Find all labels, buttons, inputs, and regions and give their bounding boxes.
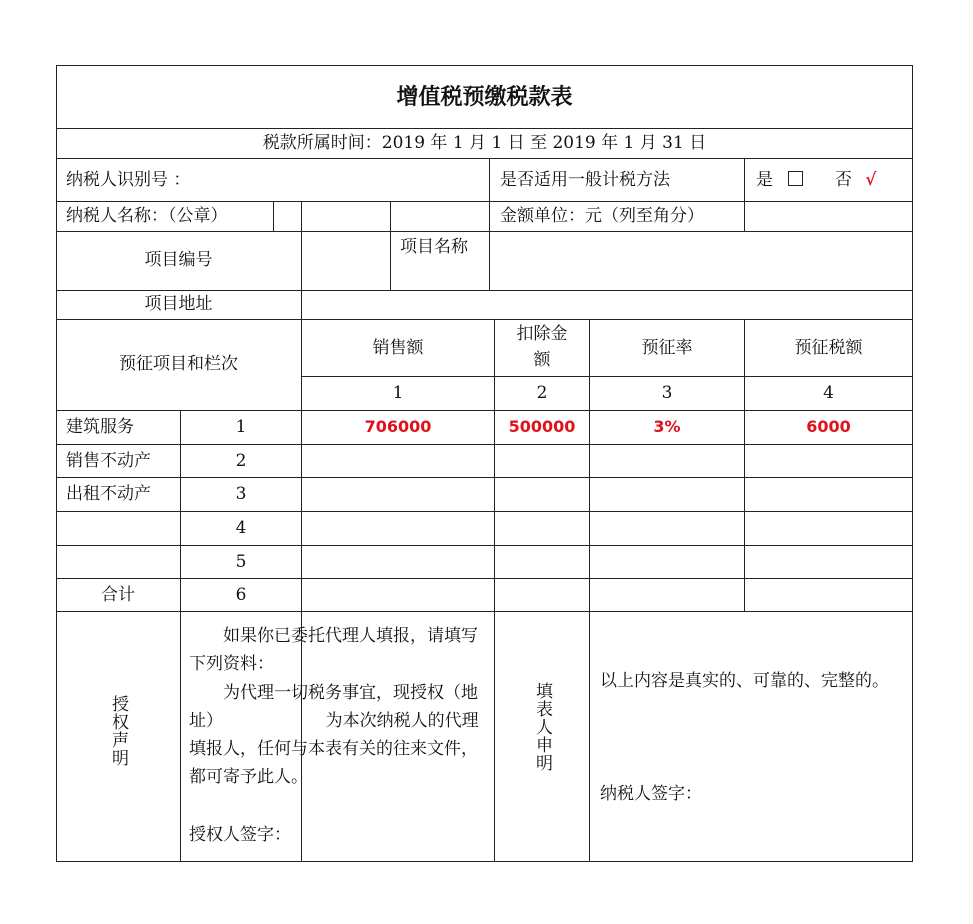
row-number: 1 [235,417,247,437]
authorization-line2: 为代理一切税务事宜，现授权（地址） 为本次纳税人的代理填报人，任何与本表有关的往来文件，都可寄予此人。 [189,683,479,787]
column-number: 2 [536,383,548,403]
yes-checkbox[interactable] [788,171,803,186]
row-item-label: 出租不动产 [66,484,151,504]
column-number: 1 [392,383,404,403]
taxpayer-id-field[interactable] [200,163,486,197]
no-check-mark[interactable]: √ [865,170,877,190]
total-label: 合计 [101,585,135,605]
project-address-label: 项目地址 [144,294,213,314]
vat-prepayment-form [56,65,913,862]
tax-value[interactable]: 6000 [806,417,851,436]
project-name-label: 项目名称 [400,237,468,257]
authorization-label: 授权声明 [108,695,128,767]
column-sales-label: 销售额 [372,338,424,358]
taxpayer-id-label: 纳税人识别号 ： [66,170,191,190]
declaration-statement: 以上内容是真实的、可靠的、完整的。 [600,671,889,691]
row-item-label: 销售不动产 [66,451,151,471]
prepay-items-label: 预征项目和栏次 [119,354,238,374]
rate-value[interactable]: 3% [653,417,681,436]
amount-unit-label: 金额单位：元（列至角分） [500,206,704,226]
column-deduction-label: 扣除金额 [516,324,568,370]
form-title: 增值税预缴税款表 [396,84,573,110]
declaration-label: 填表人申明 [532,682,552,772]
authorizer-signature-label: 授权人签字： [189,825,291,845]
row-number: 2 [235,451,247,471]
column-number: 3 [661,383,673,403]
tax-period: 税款所属时间：2019 年 1 月 1 日 至 2019 年 1 月 31 日 [262,133,707,153]
column-number: 4 [823,383,834,403]
authorization-line1: 如果你已委托代理人填报，请填写下列资料： [189,626,478,674]
row-number: 3 [235,484,247,504]
yes-label: 是 [756,170,773,190]
taxpayer-name-label: 纳税人名称：（公章） [66,206,228,226]
column-rate-label: 预征率 [641,338,693,358]
no-label: 否 [834,170,852,190]
row-number: 5 [235,552,247,572]
row-number: 6 [235,585,247,605]
sales-value[interactable]: 706000 [364,417,432,436]
project-number-label: 项目编号 [144,250,213,270]
deduction-value[interactable]: 500000 [508,417,576,436]
taxpayer-signature-label: 纳税人签字： [600,784,702,804]
row-item-label: 建筑服务 [66,417,134,437]
general-method-label: 是否适用一般计税方法 [500,170,670,190]
column-tax-label: 预征税额 [794,338,863,358]
general-method-options [756,168,876,192]
row-number: 4 [235,518,247,538]
